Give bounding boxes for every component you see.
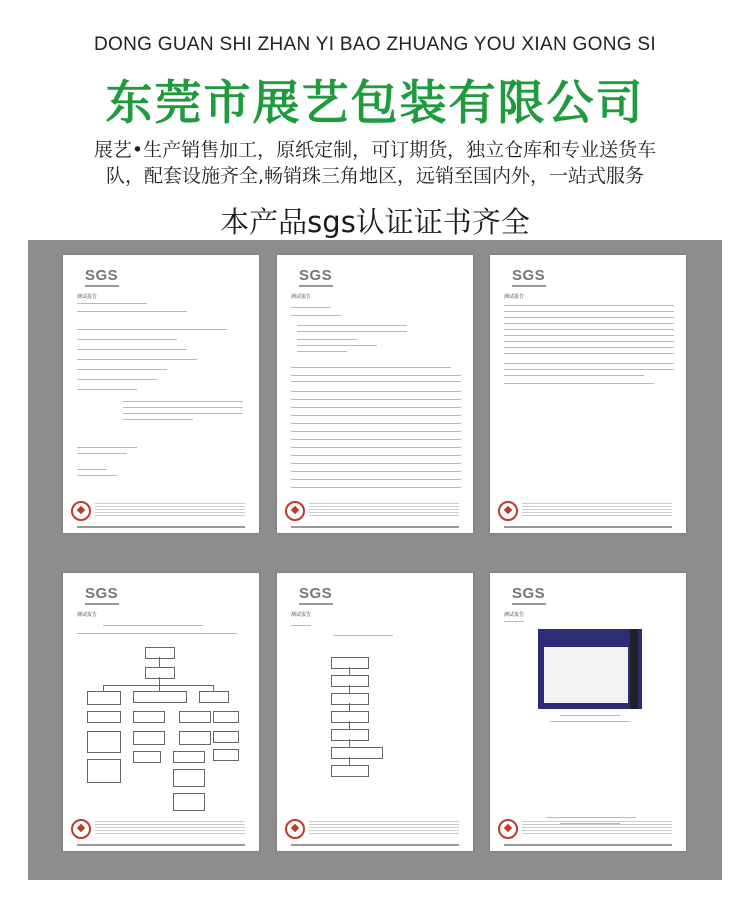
fine-print (522, 821, 672, 835)
report-label: 测试报告 (291, 612, 312, 618)
sgs-logo: SGS (299, 267, 333, 284)
logo-underline (512, 603, 546, 605)
logo-underline (512, 285, 546, 287)
report-label: 测试报告 (504, 612, 525, 618)
sgs-seal-icon (498, 819, 518, 839)
fine-print (309, 821, 459, 835)
sgs-seal-icon (498, 501, 518, 521)
sgs-logo: SGS (85, 267, 119, 284)
logo-underline (299, 603, 333, 605)
report-label: 测试报告 (291, 294, 312, 300)
logo-underline (85, 603, 119, 605)
sgs-logo: SGS (299, 585, 333, 602)
company-pinyin: DONG GUAN SHI ZHAN YI BAO ZHUANG YOU XIAN GONG SI (94, 34, 656, 55)
sgs-seal-icon (71, 501, 91, 521)
description-line-2: 队，配套设施齐全,畅销珠三角地区，远销至国内外，一站式服务 (105, 165, 645, 187)
sgs-seal-icon (285, 819, 305, 839)
fine-print (309, 503, 459, 517)
footer-bar (291, 526, 459, 528)
sgs-logo: SGS (512, 267, 546, 284)
sgs-logo: SGS (85, 585, 119, 602)
ruler-icon (630, 629, 638, 709)
certificate-page-4 (63, 573, 259, 851)
fine-print (95, 821, 245, 835)
report-header (291, 611, 461, 618)
report-header (504, 293, 674, 300)
report-header (77, 293, 247, 300)
sample-photo (538, 629, 642, 709)
fine-print (95, 503, 245, 517)
company-name: 东莞市展艺包装有限公司 (105, 76, 645, 131)
logo-underline (299, 285, 333, 287)
footer-bar (77, 844, 245, 846)
logo-underline (85, 285, 119, 287)
company-description (0, 137, 750, 189)
footer-bar (77, 526, 245, 528)
certificate-gallery (28, 240, 722, 880)
sample-paper (544, 647, 628, 703)
report-header (77, 611, 247, 618)
certificate-page-2 (277, 255, 473, 533)
footer-bar (504, 526, 672, 528)
certificate-page-6 (490, 573, 686, 851)
certificate-page-5 (277, 573, 473, 851)
certificate-page-1 (63, 255, 259, 533)
fine-print (522, 503, 672, 517)
description-line-1: 展艺•生产销售加工，原纸定制，可订期货，独立仓库和专业送货车 (93, 139, 657, 161)
report-label: 测试报告 (77, 612, 98, 618)
footer-bar (504, 844, 672, 846)
sgs-seal-icon (71, 819, 91, 839)
sgs-seal-icon (285, 501, 305, 521)
sgs-logo: SGS (512, 585, 546, 602)
certificate-heading: 本产品sgs认证证书齐全 (220, 205, 530, 239)
report-label: 测试报告 (77, 294, 98, 300)
report-header (504, 611, 674, 618)
report-header (291, 293, 461, 300)
report-label: 测试报告 (504, 294, 525, 300)
footer-bar (291, 844, 459, 846)
certificate-page-3 (490, 255, 686, 533)
